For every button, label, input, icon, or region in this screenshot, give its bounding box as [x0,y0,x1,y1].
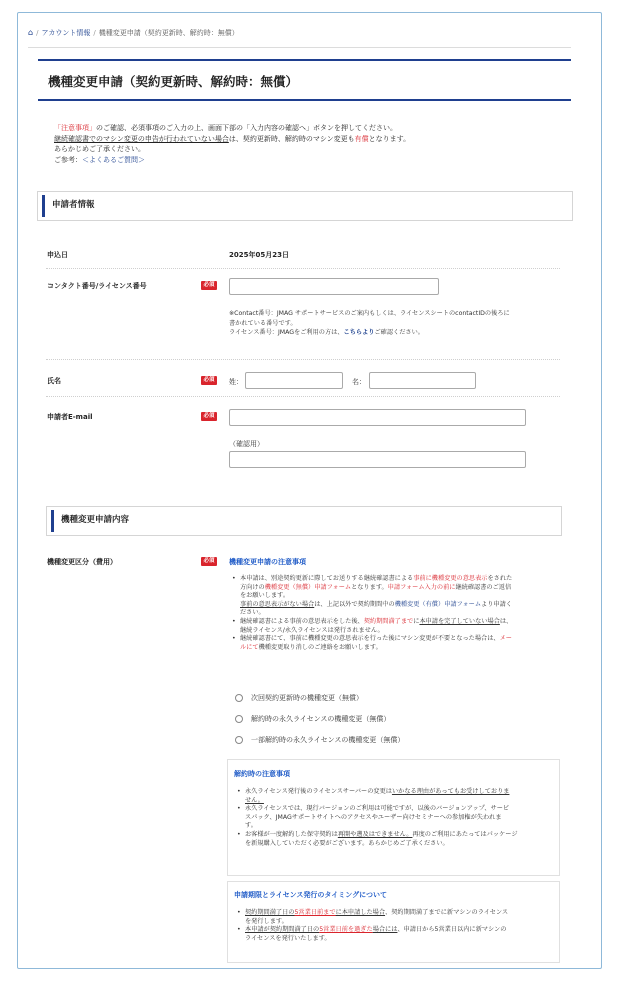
note-text: 、契約期間満了までに新マシンのライセンス [385,909,509,916]
note-underline: せん。 [245,796,264,804]
email-confirm-label: （確認用） [229,440,264,448]
option-cancel-perpetual[interactable] [235,714,390,724]
note-text: ライセンスを発行いたします。 [245,934,331,942]
intro-text-2d: となります。 [368,134,411,143]
section-bar [42,195,45,217]
divider [28,47,571,48]
paid-text: 有償 [354,134,369,143]
deadline-note-2 [236,926,556,943]
date-label: 申込日 [47,251,68,259]
row-divider [46,268,560,269]
note-underline: 契約期間満了日の [245,909,295,916]
note-text: 継続確認書のご返信 [455,583,512,591]
note-underline: 事前の意思表示がない場合 [240,600,315,608]
intro-line-2 [54,134,410,145]
note-text: 本申請は、別途契約更新に際してお送りする継続確認書による [240,575,414,582]
required-badge: 必須 [201,376,217,385]
contact-note-text: ご確認ください。 [374,329,424,336]
note-underline: 再開や遡及はできません。 [337,830,413,838]
section-bar [51,510,54,532]
note-underline: いかなる理由があってもお受けしておりま [391,788,510,795]
note-underline: 場合には [372,926,398,934]
note-emphasis: 機種変更（無償）申請フォーム [264,583,352,591]
option-label: 解約時の永久ライセンスの機種変更（無償） [251,715,391,723]
breadcrumb-account-link[interactable]: アカウント情報 [41,29,91,37]
note-emphasis: 契約期間満了まで [363,617,414,625]
home-icon[interactable]: ⌂ [28,28,34,37]
deadline-notes-title: 申請期限とライセンス発行のタイミングについて [234,891,387,899]
note-emphasis: ルにて [240,643,259,651]
note-text: を発行します。 [245,917,288,925]
contact-note [229,309,510,338]
note-text: に [413,617,420,625]
note-text: は、 [499,617,513,625]
note-text: をお願いします。 [240,592,290,600]
contact-note-line-3 [229,328,510,338]
note-text: より申請く [481,600,512,608]
note-emphasis: 5営業日前を過ぎた [319,926,373,934]
change-notes-title: 機種変更申請の注意事項 [229,558,306,566]
cancel-note-2 [236,805,556,831]
note-text: 再度のご利用にあたってはパッケージ [412,830,518,838]
note-underline: 本申請が契約期間満了日の [245,926,320,934]
change-section-title: 機種変更申請内容 [61,515,130,525]
note-text: す。 [245,822,257,830]
applicant-section-header [37,191,573,221]
note-text: 、申請日から5営業日以内に新マシンの [397,926,507,934]
category-label: 機種変更区分（費用） [47,558,117,566]
intro-text [54,123,410,165]
license-lookup-link[interactable]: こちらより [343,329,375,336]
email-input[interactable] [229,409,526,426]
contact-label: コンタクト番号/ライセンス番号 [47,282,147,290]
contact-number-input[interactable] [229,278,439,295]
cancel-notes-title: 解約時の注意事項 [234,770,290,778]
option-label: 次回契約更新時の機種変更（無償） [251,694,363,702]
change-notes-list [231,575,566,652]
breadcrumb-current: 機種変更申請（契約更新時、解約時：無償） [98,29,239,37]
note-underline: 本申請を完了していない場合 [419,617,500,625]
note-text: 機種変更取り消しのご連絡をお願いします。 [258,643,382,651]
deadline-notes-list [236,909,556,943]
note-text: 継続ライセンス/永久ライセンスは発行されません。 [240,626,384,634]
paid-form-link[interactable]: 機種変更（有償）申請フォーム [394,600,482,608]
note-text: を新規購入していただく必要がございます。あらかじめご了承ください。 [245,839,449,847]
note-text: は、上記以外で契約期間中の [314,600,395,608]
required-badge: 必須 [201,557,217,566]
note-text: となります。 [351,583,388,591]
contact-note-line-2: 書かれている番号です。 [229,319,297,327]
cancel-note-3 [236,831,556,848]
intro-text-2b: は、契約更新時、解約時のマシン変更も [228,134,355,143]
breadcrumb [28,28,239,38]
required-badge: 必須 [201,281,217,290]
option-partial-cancel-perpetual[interactable] [235,735,404,745]
intro-line-1 [54,123,410,134]
contact-note-line-1: ※Contact番号：JMAG サポートサービスのご案内もしくは、ライセンスシートのcontactIDの後ろに [229,310,510,317]
note-text: 永久ライセンス発行後のライセンスサーバーの変更は [245,788,392,795]
cancel-notes-list [236,788,556,848]
radio-button[interactable] [235,694,243,702]
note-emphasis: 申請フォーム入力の前に [387,583,456,591]
note-text: 継続確認書にて、事前に機種変更の意思表示を行った後にマシン変更が不要となった場合は、 [240,635,500,643]
notice-link[interactable]: 「注意事項」 [54,124,96,132]
deadline-note-1 [236,909,556,926]
date-value: 2025年05月23日 [229,251,289,259]
note-text: ださい。 [240,609,265,617]
intro-line-3: あらかじめご了承ください。 [54,145,145,153]
note-underline: に本申請した場合 [335,909,386,916]
note-text: 継続確認書による事前の意思表示をした後、 [240,617,364,625]
email-confirm-input[interactable] [229,451,526,468]
option-label: 一部解約時の永久ライセンスの機種変更（無償） [251,736,405,744]
required-badge: 必須 [201,412,217,421]
faq-link[interactable]: ＜よくあるご質問＞ [82,155,145,164]
first-name-input[interactable] [369,372,476,389]
breadcrumb-separator: / [36,29,39,37]
name-label: 氏名 [47,377,61,385]
contact-note-text: ライセンス番号：JMAGをご利用の方は、 [229,329,344,336]
first-name-label: 名： [352,378,366,386]
note-text: 方向けの [240,583,265,591]
note-emphasis: 事前に機種変更の意思表示 [413,575,488,582]
note-emphasis: 5営業日前まで [294,909,336,916]
breadcrumb-separator: / [93,29,96,37]
change-note-1 [231,575,566,618]
intro-text-1: のご確認、必須事項のご入力の上、画面下部の「入力内容の確認へ」ボタンを押してください。 [96,124,397,132]
intro-line-4 [54,155,410,166]
note-text: • 永久ライセンスでは、現行バージョンのご利用は可能ですが、以後のバージョンアップ、サービ [245,805,510,813]
change-note-3 [231,635,566,652]
radio-button[interactable] [235,715,243,723]
last-name-label: 姓： [229,378,243,386]
option-next-renewal[interactable] [235,693,363,703]
change-section-header [46,506,562,536]
row-divider [46,359,560,360]
reference-label: ご参考： [54,155,82,164]
cancel-note-1 [236,788,556,805]
intro-text-2a: 継続確認書でのマシン変更の申告が行われていない場合 [54,134,229,143]
page-title: 機種変更申請（契約更新時、解約時：無償） [48,74,299,89]
note-text: スパック、JMAGサポートサイトへのアクセスやユーザー向けセミナーへの参加権が失われま [245,813,502,821]
last-name-input[interactable] [245,372,343,389]
change-note-2 [231,618,566,635]
email-label: 申請者E-mail [47,413,93,421]
note-emphasis: メー [499,635,512,643]
page-title-block [38,59,571,101]
note-text: お客様が一度解約した保守契約は [245,830,338,838]
radio-button[interactable] [235,736,243,744]
note-text: をされた [487,575,513,582]
applicant-section-title: 申請者情報 [52,200,95,210]
row-divider [46,396,560,397]
